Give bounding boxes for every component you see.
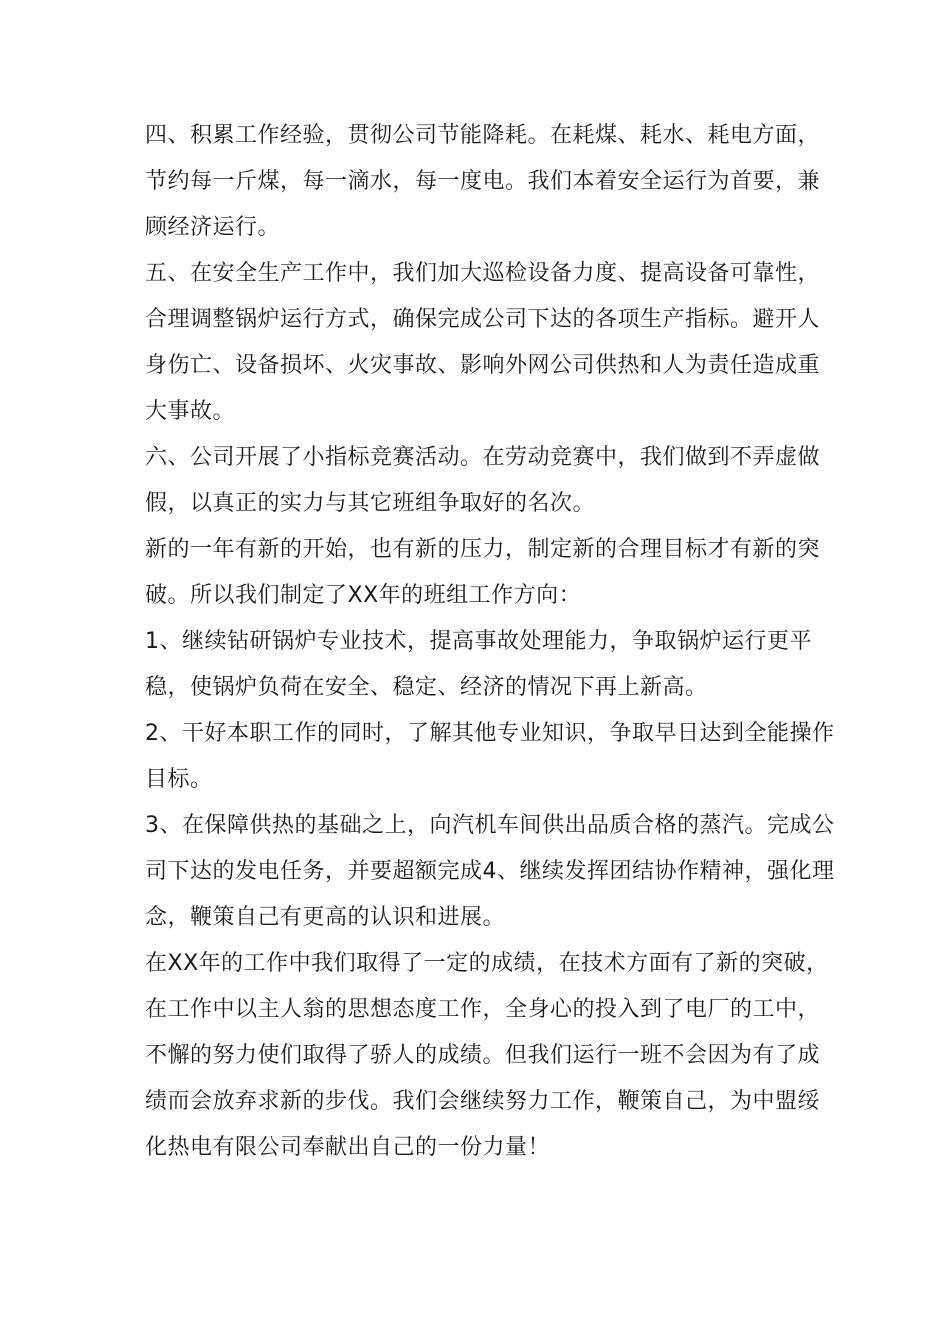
document-body bbox=[145, 113, 835, 1171]
list-item-3: 3、在保障供热的基础之上，向汽机车间供出品质合格的蒸汽。完成公司下达的发电任务，并要超额完成4、继续发挥团结协作精神，强化理念，鞭策自己有更高的认识和进展。 bbox=[145, 813, 835, 930]
paragraph-four: 四、积累工作经验，贯彻公司节能降耗。在耗煤、耗水、耗电方面，节约每一斤煤，每一滴水，每一度电。我们本着安全运行为首要，兼顾经济运行。 bbox=[145, 123, 821, 240]
list-item-2: 2、干好本职工作的同时，了解其他专业知识，争取早日达到全能操作目标。 bbox=[145, 721, 835, 792]
paragraph-conclusion: 在XX年的工作中我们取得了一定的成绩，在技术方面有了新的突破，在工作中以主人翁的思想态度工作，全身心的投入到了电厂的工中，不懈的努力使们取得了骄人的成绩。但我们运行一班不会因为有了成绩而会放弃求新的步伐。我们会继续努力工作，鞭策自己，为中盟绥化热电有限公司奉献出自己的一份力量！ bbox=[145, 951, 829, 1160]
paragraph-new-year: 新的一年有新的开始，也有新的压力，制定新的合理目标才有新的突破。所以我们制定了XX年的班组工作方向： bbox=[145, 537, 821, 608]
list-item-1: 1、继续钻研锅炉专业技术，提高事故处理能力，争取锅炉运行更平稳，使锅炉负荷在安全、稳定、经济的情况下再上新高。 bbox=[145, 629, 812, 700]
paragraph-five: 五、在安全生产工作中，我们加大巡检设备力度、提高设备可靠性，合理调整锅炉运行方式，确保完成公司下达的各项生产指标。避开人身伤亡、设备损坏、火灾事故、影响外网公司供热和人为责任造成重大事故。 bbox=[145, 261, 821, 424]
paragraph-six: 六、公司开展了小指标竞赛活动。在劳动竞赛中，我们做到不弄虚做假，以真正的实力与其它班组争取好的名次。 bbox=[145, 445, 821, 516]
